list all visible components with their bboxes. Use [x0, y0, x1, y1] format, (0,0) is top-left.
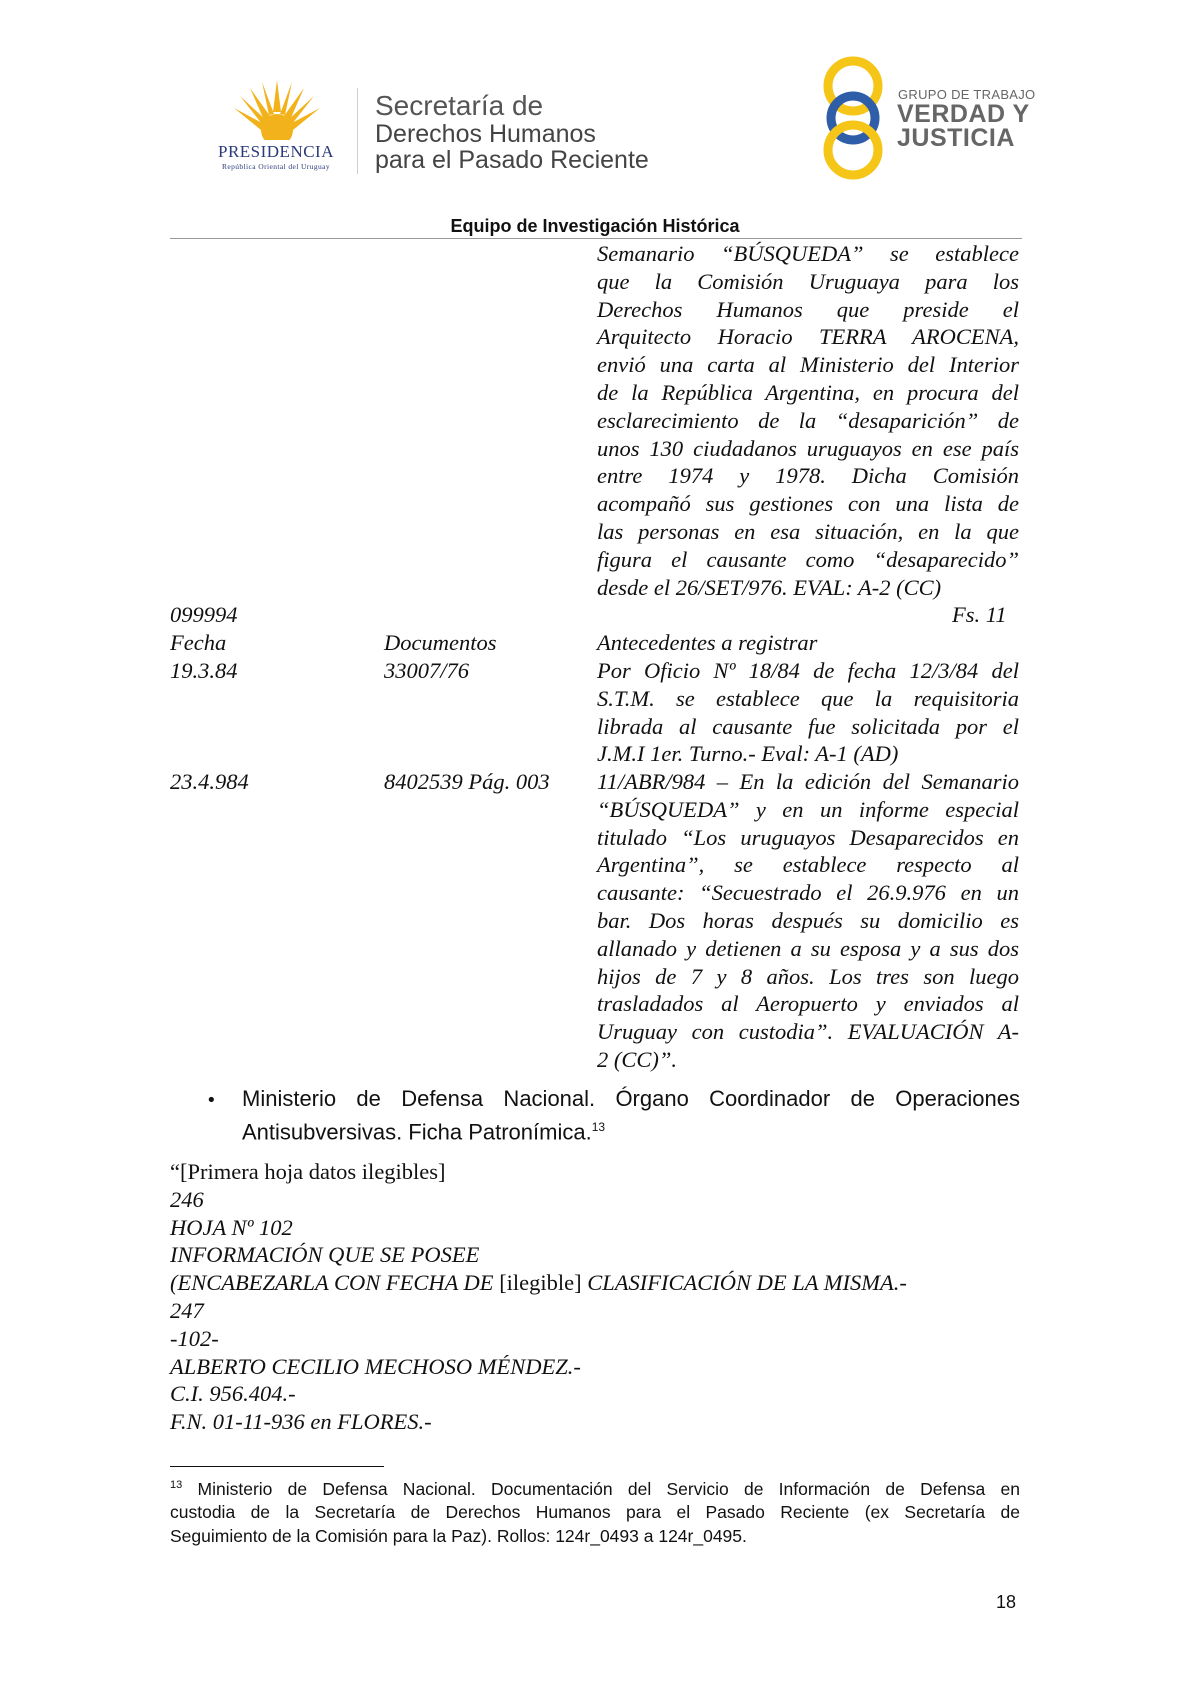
- record-number: 099994: [170, 602, 238, 627]
- verdad-justicia-rings-icon: [818, 56, 888, 180]
- quote-line: -102-: [170, 1325, 219, 1351]
- quote-line: INFORMACIÓN QUE SE POSEE: [170, 1242, 480, 1268]
- quote-line: ALBERTO CECILIO MECHOSO MÉNDEZ.-: [170, 1353, 581, 1379]
- text-line: hijos de 7 y 8 años. Los tres son luego: [597, 963, 1019, 989]
- text-line: esclarecimiento de la “desaparición” de: [597, 407, 1019, 433]
- grupo-trabajo-label: GRUPO DE TRABAJO: [898, 87, 1036, 102]
- source-bullet: [242, 1085, 1020, 1146]
- footnote-number: 13: [170, 1479, 183, 1491]
- presidencia-label: PRESIDENCIA: [217, 142, 334, 161]
- text-line: figura el causante como “desaparecido”: [597, 546, 1019, 572]
- text-line: desde el 26/SET/976. EVAL: A-2 (CC): [597, 574, 942, 600]
- text-line: que la Comisión Uruguaya para los: [597, 268, 1019, 294]
- quote-fragment-illegible: [ilegible]: [499, 1270, 582, 1296]
- column-header-antecedentes: Antecedentes a registrar: [597, 630, 818, 655]
- bullet-line1: Ministerio de Defensa Nacional. Órgano Coordinador de Operaciones: [242, 1086, 1020, 1111]
- secretaria-title-line1: Secretaría de: [375, 90, 544, 121]
- quote-fragment: CLASIFICACIÓN DE LA MISMA.-: [587, 1270, 907, 1296]
- text-line: acompañó sus gestiones con una lista de: [597, 491, 1019, 517]
- record-folio: Fs. 11: [952, 602, 1007, 627]
- text-line: entre 1974 y 1978. Dicha Comisión: [597, 463, 1019, 489]
- page-number: 18: [996, 1592, 1017, 1612]
- text-line: Arquitecto Horacio TERRA AROCENA,: [597, 324, 1019, 350]
- text-line: 11/ABR/984 – En la edición del Semanario: [597, 769, 1019, 794]
- footnote-line3: Seguimiento de la Comisión para la Paz). Rollos: 124r_0493 a 124r_0495.: [170, 1525, 747, 1546]
- secretaria-title-line3: para el Pasado Reciente: [375, 146, 649, 174]
- quote-line: HOJA Nº 102: [170, 1214, 293, 1240]
- verdad-label: VERDAD Y: [897, 100, 1030, 128]
- footnote-line2: custodia de la Secretaría de Derechos Humanos para el Pasado Reciente (ex Secretaría de: [170, 1502, 1020, 1523]
- column-header-documentos: Documentos: [384, 630, 497, 655]
- secretaria-title-line2: Derechos Humanos: [375, 120, 596, 148]
- bullet-line2: Antisubversivas. Ficha Patronímica.: [242, 1119, 592, 1145]
- text-line: Argentina”, se establece respecto al: [597, 852, 1019, 878]
- row-antecedente: [597, 768, 1019, 1074]
- column-header-fecha: Fecha: [170, 630, 227, 655]
- text-line: Uruguay con custodia”. EVALUACIÓN A-: [597, 1019, 1019, 1045]
- text-line: librada al causante fue solicitada por el: [597, 713, 1019, 739]
- text-line: las personas en esa situación, en la que: [597, 518, 1019, 544]
- text-line: J.M.I 1er. Turno.- Eval: A-1 (AD): [597, 741, 899, 767]
- row-documento: 33007/76: [384, 658, 470, 683]
- text-line: unos 130 ciudadanos uruguayos en ese país: [597, 435, 1019, 461]
- text-line: Por Oficio Nº 18/84 de fecha 12/3/84 del: [597, 658, 1019, 683]
- continued-entry-text: [597, 240, 1019, 601]
- quote-fragment: (ENCABEZARLA CON FECHA DE: [170, 1270, 494, 1296]
- quote-line: F.N. 01-11-936 en FLORES.-: [170, 1409, 432, 1435]
- footnote-line1: Ministerio de Defensa Nacional. Documentación del Servicio de Información de Defensa en: [197, 1478, 1020, 1499]
- bullet-line2-wrap: [242, 1113, 1020, 1146]
- text-line: titulado “Los uruguayos Desaparecidos en: [597, 824, 1019, 850]
- row-fecha: 23.4.984: [170, 769, 249, 794]
- text-line: bar. Dos horas después su domicilio es: [597, 907, 1019, 933]
- text-line: causante: “Secuestrado el 26.9.976 en un: [597, 880, 1019, 906]
- text-line: allanado y detienen a su esposa y a sus dos: [597, 935, 1019, 961]
- footnote: [170, 1474, 1020, 1548]
- text-line: 2 (CC)”.: [597, 1046, 678, 1072]
- presidencia-subtitle: República Oriental del Uruguay: [221, 162, 330, 171]
- text-line: Semanario “BÚSQUEDA” se establece: [597, 241, 1019, 266]
- footnote-rule: [170, 1466, 384, 1467]
- row-fecha: 19.3.84: [170, 658, 238, 683]
- row-documento: 8402539 Pág. 003: [384, 769, 550, 794]
- quote-line: “[Primera hoja datos ilegibles]: [170, 1159, 446, 1184]
- text-line: envió una carta al Ministerio del Interior: [597, 352, 1019, 378]
- sun-emblem-icon: [232, 78, 322, 150]
- footnote-reference: 13: [591, 1120, 606, 1134]
- header-divider: [357, 88, 358, 174]
- ficha-quotation: [170, 1158, 1020, 1436]
- row-antecedente: [597, 657, 1019, 768]
- header-rule: [170, 238, 1022, 239]
- footnote-line: [170, 1474, 1020, 1501]
- justicia-label: JUSTICIA: [897, 124, 1015, 152]
- text-line: Derechos Humanos que preside el: [597, 296, 1019, 322]
- text-line: S.T.M. se establece que la requisitoria: [597, 685, 1019, 711]
- bullet-icon: •: [206, 1090, 217, 1111]
- team-heading: Equipo de Investigación Histórica: [450, 216, 740, 236]
- quote-line: 247: [170, 1297, 204, 1323]
- quote-line: [170, 1269, 1020, 1297]
- text-line: trasladados al Aeropuerto y enviados al: [597, 991, 1019, 1017]
- quote-line: C.I. 956.404.-: [170, 1381, 296, 1407]
- quote-line: 246: [170, 1186, 204, 1212]
- text-line: “BÚSQUEDA” y en un informe especial: [597, 796, 1019, 822]
- text-line: de la República Argentina, en procura del: [597, 379, 1019, 405]
